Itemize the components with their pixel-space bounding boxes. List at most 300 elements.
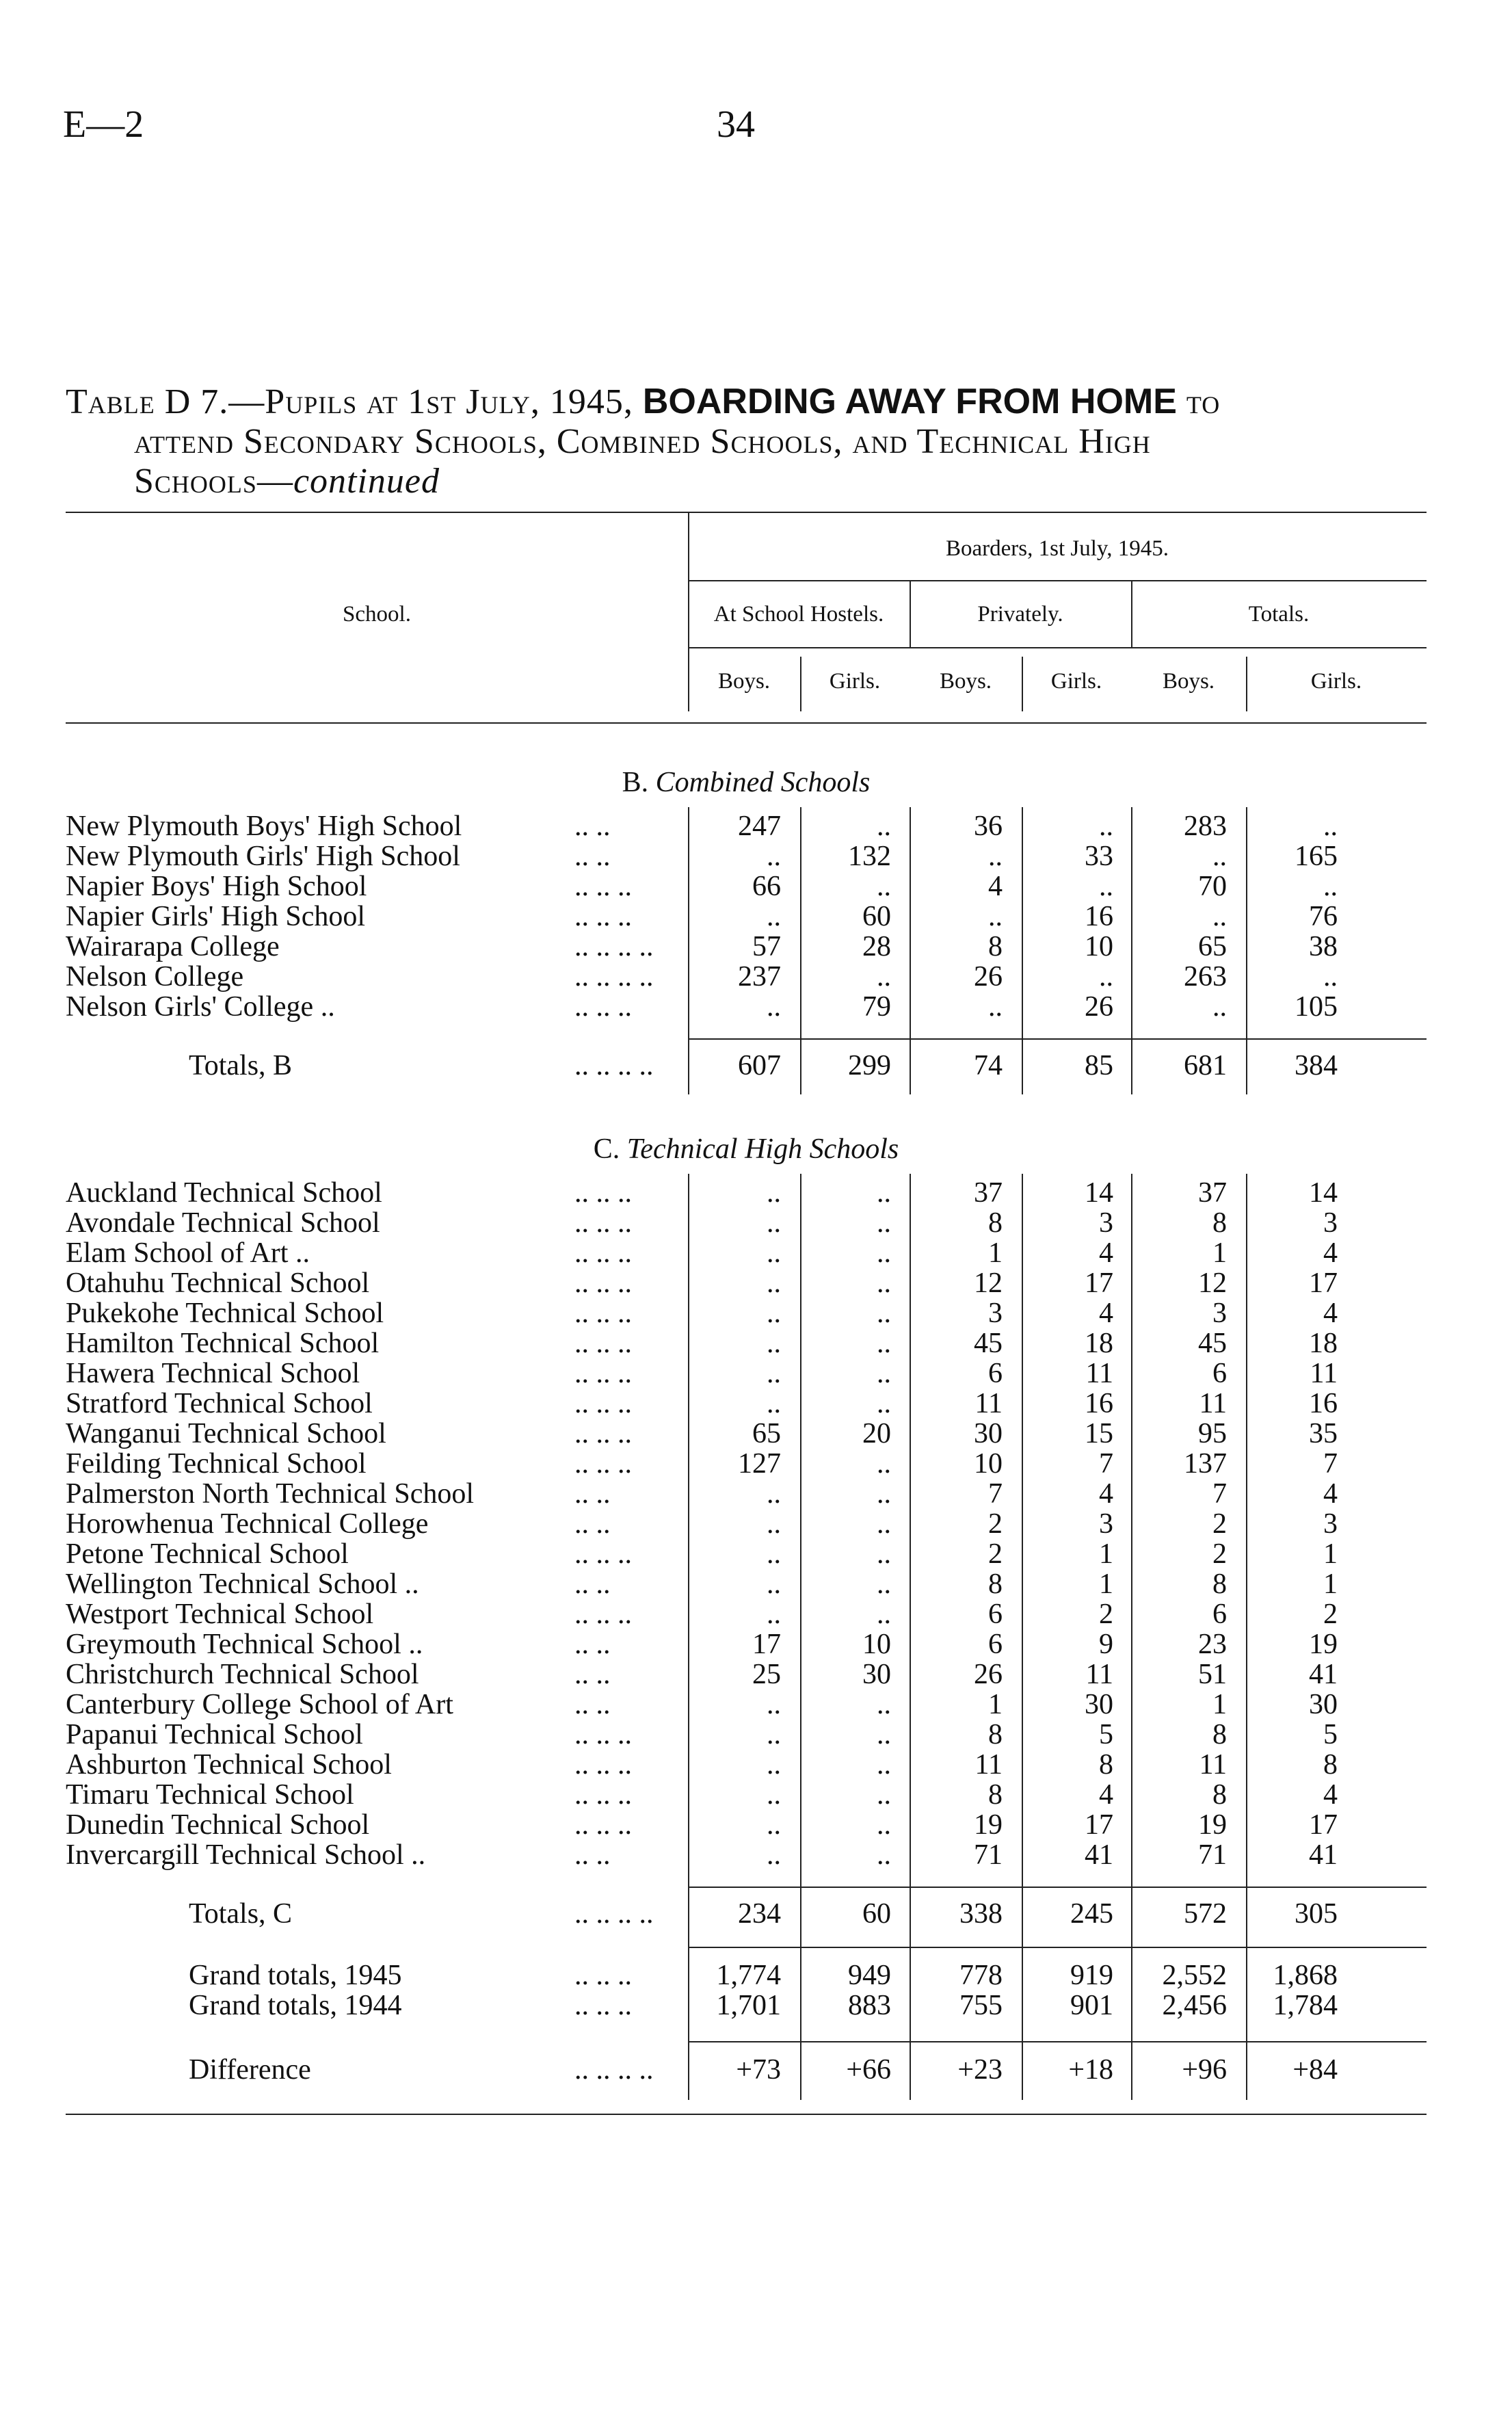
cell: .. [1323,871,1338,902]
cell: .. [767,1749,781,1780]
grand-total-row-label: Grand totals, 1944 [189,1990,402,2021]
totals-b-row [66,1051,1427,1081]
cell: 2,456 [1162,1990,1227,2021]
table-row-label: Horowhenua Technical College [66,1508,429,1540]
table-row-label: Petone Technical School [66,1538,349,1570]
title-line1-end: to [1186,382,1221,421]
cell: 5 [1323,1719,1338,1750]
cell: .. [877,1448,891,1480]
cell: 8 [988,1568,1003,1600]
cell: 245 [1070,1898,1113,1930]
cell: 1 [1323,1568,1338,1600]
cell: .. [988,901,1003,932]
cell: .. [767,1599,781,1630]
cell: .. [767,991,781,1023]
table-row-label: Pukekohe Technical School [66,1298,384,1329]
cell: 234 [738,1898,781,1930]
table-row [66,1659,1427,1690]
cell: 8 [988,1779,1003,1811]
table-bottom-rule [66,2114,1427,2115]
cell: 10 [974,1448,1003,1480]
cell: 1,701 [716,1990,781,2021]
section-b-col-line [688,807,689,1094]
subheader-boys: Boys. [939,669,992,694]
header-rule-1 [688,580,1427,581]
table-row [66,1750,1427,1780]
grand-total-row-leader: .. .. .. [574,1990,632,2021]
cell: 19 [1309,1629,1338,1660]
group-header-totals: Totals. [1248,602,1310,627]
table-row [66,1599,1427,1629]
table-row-label: Otahuhu Technical School [66,1267,370,1299]
header-rule-2 [688,647,1427,648]
table-row-label: Canterbury College School of Art [66,1689,453,1720]
table-row-leader: .. .. .. [574,1538,632,1570]
table-row-leader: .. .. .. [574,1207,632,1239]
table-row [66,1358,1427,1389]
cell: 95 [1198,1418,1227,1449]
table-row-label: Hamilton Technical School [66,1328,380,1359]
table-row-label: Dunedin Technical School [66,1809,370,1841]
cell: .. [877,1177,891,1209]
cell: .. [767,1237,781,1269]
table-row-label: Greymouth Technical School .. [66,1629,423,1660]
cell: 105 [1295,991,1338,1023]
cell: 137 [1184,1448,1227,1480]
section-c-title-name: Technical High Schools [626,1133,899,1165]
table-row-leader: .. .. .. [574,1448,632,1480]
table-row [66,1449,1427,1479]
cell: 2,552 [1162,1960,1227,1991]
cell: 6 [1212,1599,1227,1630]
cell: 3 [1099,1207,1113,1239]
header-bottom-rule [66,722,1427,724]
cell: .. [1099,811,1113,842]
cell: 4 [1099,1779,1113,1811]
cell: 1,868 [1273,1960,1338,1991]
cell: 1,774 [716,1960,781,1991]
grand-total-row [66,1960,1427,1990]
table-row-label: Stratford Technical School [66,1388,373,1419]
cell: 10 [862,1629,891,1660]
cell: .. [877,1388,891,1419]
cell: .. [767,1568,781,1600]
cell: 7 [1323,1448,1338,1480]
table-row-leader: .. .. [574,1689,611,1720]
title-continued: continued [293,462,440,501]
difference-row [66,2055,1427,2085]
header-top-rule [66,512,1427,513]
table-row-leader: .. .. .. [574,901,632,932]
table-row-leader: .. .. [574,1659,611,1690]
table-row [66,1208,1427,1238]
table-row-leader: .. .. .. [574,1298,632,1329]
cell: 30 [1309,1689,1338,1720]
cell: 41 [1309,1839,1338,1871]
grand-total-row-label: Grand totals, 1945 [189,1960,402,1991]
cell: .. [1212,841,1227,872]
table-row-leader: .. .. [574,1839,611,1871]
section-b-col-line [800,807,801,1094]
cell: 8 [1212,1568,1227,1600]
section-c-col-line [1131,1174,1132,2100]
cell: 3 [1323,1207,1338,1239]
cell: 8 [988,1207,1003,1239]
cell: 65 [752,1418,781,1449]
cell: 60 [862,901,891,932]
cell: 8 [1323,1749,1338,1780]
table-row-label: Auckland Technical School [66,1177,382,1209]
cell: .. [877,1358,891,1389]
table-row [66,1328,1427,1358]
cell: 2 [1323,1599,1338,1630]
cell: .. [877,1207,891,1239]
cell: 19 [1198,1809,1227,1841]
table-row-label: Christchurch Technical School [66,1659,419,1690]
cell: .. [1212,991,1227,1023]
table-row-label: Ashburton Technical School [66,1749,392,1780]
cell: .. [877,1568,891,1600]
cell: 4 [1323,1779,1338,1811]
table-row-label: Palmerston North Technical School [66,1478,475,1510]
totals-c-row-label: Totals, C [189,1898,293,1930]
cell: 14 [1309,1177,1338,1209]
table-row [66,1780,1427,1810]
cell: 30 [862,1659,891,1690]
cell: .. [1323,961,1338,993]
table-row-leader: .. .. [574,1629,611,1660]
cell: 11 [1310,1358,1338,1389]
cell: .. [877,1689,891,1720]
cell: .. [877,1779,891,1811]
cell: 607 [738,1050,781,1081]
cell: 8 [1212,1779,1227,1811]
cell: 5 [1099,1719,1113,1750]
cell: 11 [1199,1388,1227,1419]
cell: 901 [1070,1990,1113,2021]
section-b-col-line [910,807,911,1094]
table-row-label: Wanganui Technical School [66,1418,386,1449]
cell: 11 [1085,1358,1113,1389]
subheader-girls: Girls. [1310,669,1362,694]
table-row [66,1569,1427,1599]
table-row [66,1178,1427,1208]
cell: .. [767,1177,781,1209]
school-header: School. [343,602,411,627]
cell: 3 [988,1298,1003,1329]
table-row-leader: .. .. .. [574,1177,632,1209]
cell: 57 [752,931,781,962]
totals-c-row-leader: .. .. .. .. [574,1898,654,1930]
cell: 30 [974,1418,1003,1449]
totals-b-rule [688,1038,1427,1040]
cell: 299 [848,1050,891,1081]
page-reference: E—2 [63,103,144,146]
difference-row-label: Difference [189,2054,311,2086]
cell: +66 [846,2054,891,2086]
cell: 85 [1085,1050,1113,1081]
cell: .. [767,1538,781,1570]
cell: 51 [1198,1659,1227,1690]
cell: 7 [988,1478,1003,1510]
cell: 35 [1309,1418,1338,1449]
table-row [66,902,1427,932]
cell: .. [1212,901,1227,932]
table-row-leader: .. .. .. [574,1237,632,1269]
cell: .. [1323,811,1338,842]
title-bold: BOARDING AWAY FROM HOME [642,382,1177,421]
cell: 8 [1212,1207,1227,1239]
grand-totals-rule [688,1947,1427,1948]
cell: .. [767,1719,781,1750]
cell: 3 [1323,1508,1338,1540]
table-row [66,1539,1427,1569]
cell: 26 [974,961,1003,993]
cell: 11 [1085,1659,1113,1690]
cell: 76 [1309,901,1338,932]
cell: 263 [1184,961,1227,993]
table-row [66,962,1427,992]
section-c-col-line [688,1174,689,2100]
table-row [66,1720,1427,1750]
section-c-col-line [910,1174,911,2100]
cell: 755 [959,1990,1003,2021]
cell: 6 [1212,1358,1227,1389]
cell: 127 [738,1448,781,1480]
table-row [66,1690,1427,1720]
table-row-leader: .. .. .. [574,1388,632,1419]
table-row-label: Elam School of Art .. [66,1237,310,1269]
cell: .. [877,1749,891,1780]
cell: 1,784 [1273,1990,1338,2021]
cell: .. [877,1508,891,1540]
grand-total-row-leader: .. .. .. [574,1960,632,1991]
cell: .. [1099,871,1113,902]
cell: 2 [1099,1599,1113,1630]
cell: 60 [862,1898,891,1930]
table-row-leader: .. .. .. [574,1358,632,1389]
cell: 283 [1184,811,1227,842]
cell: +84 [1292,2054,1338,2086]
cell: 45 [1198,1328,1227,1359]
cell: .. [877,1719,891,1750]
cell: 11 [1199,1749,1227,1780]
grand-total-row [66,1990,1427,2021]
cell: .. [767,1328,781,1359]
section-b-col-line [1131,807,1132,1094]
table-row-leader: .. .. .. [574,1267,632,1299]
table-row [66,1238,1427,1268]
cell: .. [767,1358,781,1389]
cell: 1 [1212,1689,1227,1720]
cell: 18 [1309,1328,1338,1359]
cell: .. [767,841,781,872]
cell: 681 [1184,1050,1227,1081]
cell: 1 [1323,1538,1338,1570]
cell: 2 [1212,1538,1227,1570]
cell: +18 [1068,2054,1113,2086]
cell: 38 [1309,931,1338,962]
table-row-label: Feilding Technical School [66,1448,367,1480]
cell: 28 [862,931,891,962]
table-row-label: Wairarapa College [66,931,280,962]
section-b-title [66,766,1427,799]
cell: 4 [1099,1237,1113,1269]
section-b-title-name: Combined Schools [655,767,871,798]
cell: 36 [974,811,1003,842]
cell: 8 [988,1719,1003,1750]
cell: 65 [1198,931,1227,962]
cell: +96 [1182,2054,1227,2086]
cell: 17 [1309,1267,1338,1299]
table-row [66,1629,1427,1659]
cell: 25 [752,1659,781,1690]
cell: .. [767,1839,781,1871]
cell: 10 [1085,931,1113,962]
cell: 384 [1295,1050,1338,1081]
subheader-girls: Girls. [829,669,881,694]
cell: 26 [974,1659,1003,1690]
cell: 919 [1070,1960,1113,1991]
cell: 16 [1309,1388,1338,1419]
section-c-col-line [1246,1174,1247,2100]
table-row-leader: .. .. .. [574,871,632,902]
section-c-title-prefix: C. [593,1133,627,1165]
table-row [66,811,1427,841]
table-row [66,1479,1427,1509]
cell: 6 [988,1629,1003,1660]
cell: .. [877,1328,891,1359]
table-row-leader: .. .. .. [574,1599,632,1630]
cell: 16 [1085,901,1113,932]
page-number: 34 [717,103,755,146]
cell: 79 [862,991,891,1023]
table-row-label: New Plymouth Girls' High School [66,841,460,872]
cell: 17 [1085,1267,1113,1299]
title-label: Table D 7.—Pupils at 1st July, 1945, [66,382,633,421]
table-row-leader: .. .. [574,1568,611,1600]
cell: 37 [974,1177,1003,1209]
cell: .. [877,1267,891,1299]
cell: 3 [1099,1508,1113,1540]
group-header-hostels: At School Hostels. [713,602,884,627]
cell: 11 [974,1388,1003,1419]
group-header-privately: Privately. [977,602,1063,627]
table-row-leader: .. .. .. .. [574,931,654,962]
cell: .. [877,1237,891,1269]
cell: .. [877,871,891,902]
cell: 4 [1323,1237,1338,1269]
cell: 237 [738,961,781,993]
cell: 6 [988,1358,1003,1389]
cell: 11 [974,1749,1003,1780]
table-row-label: Napier Boys' High School [66,871,367,902]
cell: .. [877,1839,891,1871]
cell: 16 [1085,1388,1113,1419]
cell: .. [767,1508,781,1540]
table-row-label: Hawera Technical School [66,1358,360,1389]
cell: +73 [736,2054,781,2086]
table-row [66,1840,1427,1870]
cell: 1 [988,1237,1003,1269]
subheader-boys: Boys. [717,669,771,694]
cell: 3 [1212,1298,1227,1329]
cell: 33 [1085,841,1113,872]
cell: 572 [1184,1898,1227,1930]
table-row-label: Nelson College [66,961,244,993]
table-row [66,932,1427,962]
cell: 12 [1198,1267,1227,1299]
cell: 9 [1099,1629,1113,1660]
table-row-label: New Plymouth Boys' High School [66,811,462,842]
cell: 45 [974,1328,1003,1359]
table-row [66,1268,1427,1298]
cell: 8 [988,931,1003,962]
title-line3: Schools— [134,462,293,501]
cell: 4 [1099,1478,1113,1510]
cell: 14 [1085,1177,1113,1209]
cell: 247 [738,811,781,842]
section-c-title [66,1133,1427,1166]
subheader-boys: Boys. [1162,669,1215,694]
cell: 778 [959,1960,1003,1991]
cell: 19 [974,1809,1003,1841]
table-row-label: Wellington Technical School .. [66,1568,419,1600]
table-row-leader: .. .. .. [574,1719,632,1750]
table-row [66,871,1427,902]
cell: 2 [988,1508,1003,1540]
difference-row-leader: .. .. .. .. [574,2054,654,2086]
boarders-header: Boarders, 1st July, 1945. [945,536,1169,561]
cell: 71 [1198,1839,1227,1871]
totals-c-rule [688,1887,1427,1888]
table-row [66,992,1427,1022]
cell: .. [877,961,891,993]
table-row-label: Papanui Technical School [66,1719,363,1750]
cell: 7 [1212,1478,1227,1510]
cell: 66 [752,871,781,902]
cell: .. [767,1478,781,1510]
cell: .. [877,1298,891,1329]
cell: 4 [1323,1478,1338,1510]
title-line2: attend Secondary Schools, Combined Schools, and Technical High [134,422,1151,461]
cell: 1 [1099,1568,1113,1600]
cell: .. [767,901,781,932]
cell: 41 [1309,1659,1338,1690]
table-row-leader: .. .. [574,811,611,842]
table-row-label: Westport Technical School [66,1599,374,1630]
cell: 17 [752,1629,781,1660]
cell: 4 [988,871,1003,902]
cell: 17 [1309,1809,1338,1841]
cell: .. [988,841,1003,872]
table-row-label: Timaru Technical School [66,1779,354,1811]
table-row-label: Avondale Technical School [66,1207,380,1239]
cell: 30 [1085,1689,1113,1720]
table-row-leader: .. .. .. [574,1418,632,1449]
table-row [66,1810,1427,1840]
table-row-leader: .. .. .. [574,1809,632,1841]
table-row-leader: .. .. [574,1478,611,1510]
cell: 15 [1085,1418,1113,1449]
cell: 883 [848,1990,891,2021]
totals-b-row-leader: .. .. .. .. [574,1050,654,1081]
table-title [66,382,1427,501]
table-row [66,1389,1427,1419]
section-b-title-prefix: B. [622,767,656,798]
cell: .. [767,1809,781,1841]
cell: .. [767,1207,781,1239]
